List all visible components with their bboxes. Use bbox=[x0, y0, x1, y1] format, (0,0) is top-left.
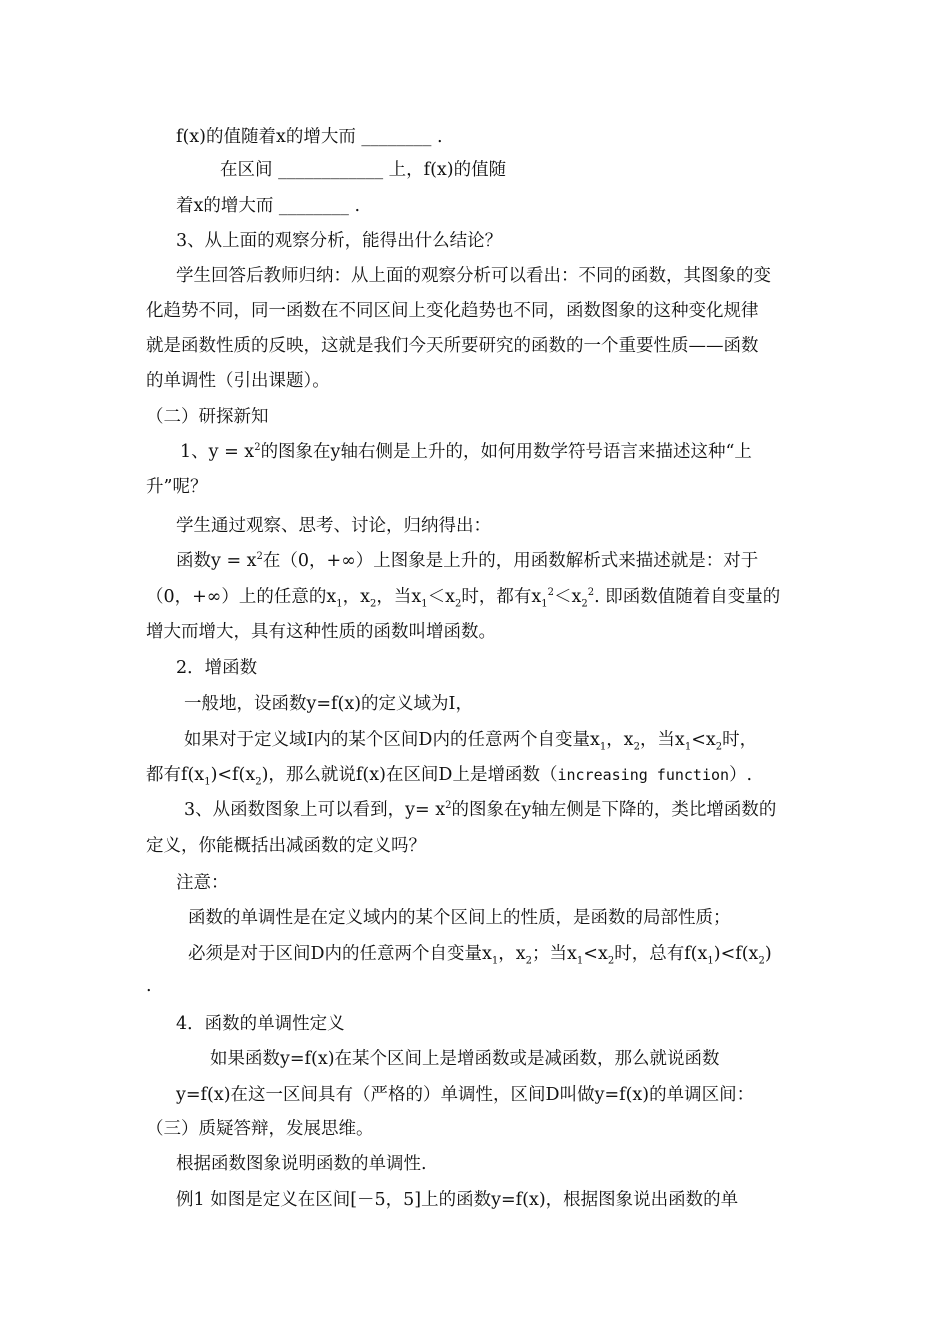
question-3: 3、从上面的观察分析，能得出什么结论？ bbox=[176, 231, 503, 251]
instruction-line: 根据函数图象说明函数的单调性. bbox=[176, 1154, 427, 1174]
paragraph-summary-line-4: 的单调性（引出课题）。 bbox=[146, 371, 330, 391]
monotonicity-heading: 4．函数的单调性定义 bbox=[176, 1014, 345, 1034]
note-label: 注意： bbox=[176, 873, 229, 893]
monotonicity-def-line-1: 如果函数y=f(x)在某个区间上是增函数或是减函数，那么就说函数 bbox=[210, 1049, 720, 1069]
paragraph-summary-line-1: 学生回答后教师归纳：从上面的观察分析可以看出：不同的函数，其图象的变 bbox=[176, 266, 771, 286]
question-1-line-1: 1、$y = x^2$的图象在y轴右侧是上升的，如何用数学符号语言来描述这种“上 bbox=[180, 442, 752, 462]
function-desc-line-1: 函数$y = x^2$在（0，+∞）上图象是上升的，用函数解析式来描述就是：对于 bbox=[176, 551, 759, 571]
decreasing-question-line-1: 3、从函数图象上可以看到，$y= x^2$的图象在y轴左侧是下降的，类比增函数的 bbox=[184, 800, 777, 820]
definition-line-1: 如果对于定义域I内的某个区间D内的任意两个自变量$x_1$，$x_2$，当$x_1<x_2$时， bbox=[184, 730, 758, 753]
example-1-line: 例1 如图是定义在区间[－5，5]上的函数y=f(x)，根据图象说出函数的单 bbox=[176, 1190, 739, 1210]
increasing-function-heading: 2．增函数 bbox=[176, 658, 258, 678]
function-desc-line-3: 增大而增大，具有这种性质的函数叫增函数。 bbox=[146, 622, 496, 642]
text-line-1: f(x)的值随着x的增大而 ________ . bbox=[176, 127, 443, 147]
section-heading-3: （三）质疑答辩，发展思维。 bbox=[146, 1119, 374, 1139]
paragraph-summary-line-3: 就是函数性质的反映，这就是我们今天所要研究的函数的一个重要性质——函数 bbox=[146, 336, 759, 356]
decreasing-question-line-2: 定义，你能概括出减函数的定义吗？ bbox=[146, 836, 426, 856]
note-1: 函数的单调性是在定义域内的某个区间上的性质，是函数的局部性质； bbox=[188, 908, 731, 928]
student-summary: 学生通过观察、思考、讨论，归纳得出： bbox=[176, 516, 491, 536]
section-heading-2: （二）研探新知 bbox=[146, 407, 269, 427]
question-1-line-2: 升”呢？ bbox=[146, 477, 208, 497]
definition-line-2: 都有$f(x_1)<f(x_2)$，那么就说f(x)在区间D上是增函数（increasing function）. bbox=[146, 765, 753, 788]
note-2-continuation: . bbox=[146, 976, 152, 996]
text-line-3: 着x的增大而 ________ . bbox=[176, 196, 361, 216]
text-line-2: 在区间 ____________ 上，f(x)的值随 bbox=[220, 160, 507, 180]
function-desc-line-2: （0，+∞）上的任意的$x_1$，$x_2$，当$x_1<x_2$时，都有$x_1^2<x_2^2$. 即函数值随着自变量的 bbox=[146, 587, 781, 610]
definition-intro: 一般地，设函数y=f(x)的定义域为I， bbox=[184, 694, 473, 714]
monotonicity-def-line-2: y=f(x)在这一区间具有（严格的）单调性，区间D叫做y=f(x)的单调区间： bbox=[176, 1085, 755, 1105]
paragraph-summary-line-2: 化趋势不同，同一函数在不同区间上变化趋势也不同，函数图象的这种变化规律 bbox=[146, 301, 759, 321]
note-2: 必须是对于区间D内的任意两个自变量$x_1$，$x_2$；当$x_1<x_2$时，总有$f(x_1)<f(x_2)$ bbox=[188, 944, 772, 967]
